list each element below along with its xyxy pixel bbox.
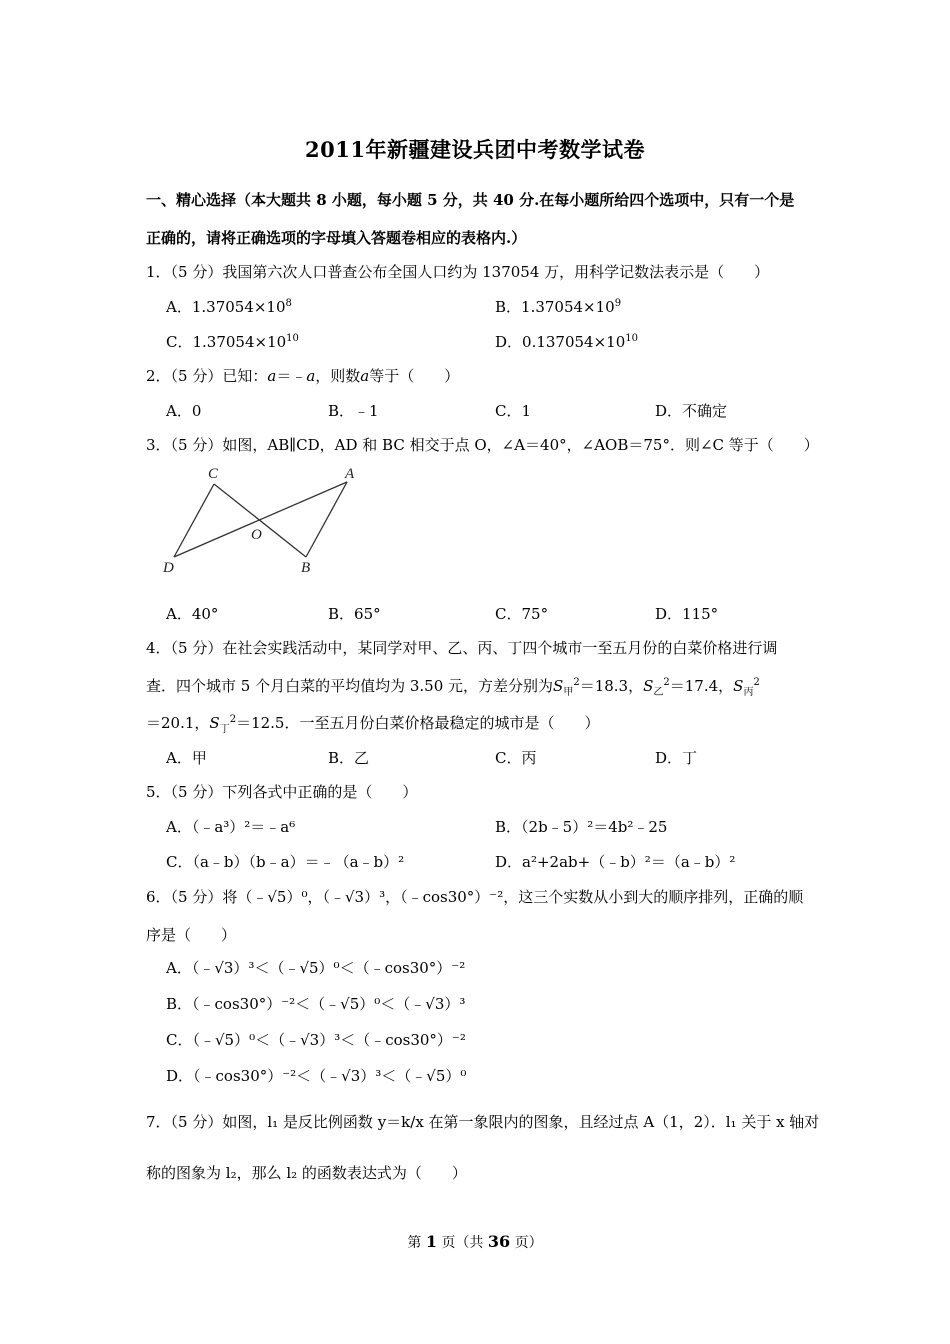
q5-option-a: A．（﹣a³）²＝﹣a⁶ [166, 818, 296, 836]
q1-option-d: D．$0.137054\times 10^{10}$ [495, 333, 638, 351]
question-2-stem: 2．（5 分）已知：a＝﹣a，则数a等于（ ） [146, 367, 460, 385]
q2-option-a: A．0 [166, 402, 202, 420]
segment-ad [174, 482, 347, 557]
q4-option-d: D．丁 [655, 749, 698, 767]
question-4-line-1: 4．（5 分）在社会实践活动中，某同学对甲、乙、丙、丁四个城市一至五月份的白菜价格进行调 [146, 639, 778, 657]
q1-option-a: A．$1.37054\times 10^8$ [166, 298, 292, 316]
q4-option-c: C．丙 [495, 749, 537, 767]
q6-option-a: A．（﹣√3）³＜（﹣√5）⁰＜（﹣cos30°）⁻² [166, 959, 466, 977]
q4-option-b: B．乙 [328, 749, 370, 767]
q4-option-a: A．甲 [166, 749, 207, 767]
question-1-stem: 1．（5 分）我国第六次人口普查公布全国人口约为 137054 万，用科学记数法表示是（ ） [146, 263, 770, 281]
q6-option-c: C．（﹣√5）⁰＜（﹣√3）³＜（﹣cos30°）⁻² [166, 1031, 466, 1049]
segment-ab [306, 482, 347, 557]
label-o: O [251, 527, 262, 543]
q5-option-c: C．（a﹣b）（b﹣a）＝﹣（a﹣b）² [166, 853, 405, 871]
q5-option-d: D．a²+2ab+（﹣b）²＝（a﹣b）² [495, 853, 736, 871]
question-6-line-1: 6．（5 分）将（﹣√5）⁰，（﹣√3）³，（﹣cos30°）⁻²，这三个实数从小到大的顺序排列，正确的顺 [146, 888, 804, 906]
q2-option-c: C．1 [495, 402, 532, 420]
section-1-header-cont: 正确的，请将正确选项的字母填入答题卷相应的表格内.） [146, 229, 527, 247]
q3-option-d: D．115° [655, 605, 719, 623]
q3-option-c: C．75° [495, 605, 549, 623]
question-4-line-3: ＝20.1，$S_丁^2=12.5$．一至五月份白菜价格最稳定的城市是（ ） [146, 714, 600, 735]
page-footer: 第 1 页（共 36 页） [407, 1232, 543, 1251]
question-6-line-2: 序是（ ） [146, 926, 237, 944]
q3-option-a: A．40° [166, 605, 219, 623]
label-c: C [208, 466, 219, 482]
label-d: D [163, 560, 174, 576]
q6-option-d: D．（﹣cos30°）⁻²＜（﹣√3）³＜（﹣√5）⁰ [166, 1067, 467, 1085]
q5-option-b: B．（2b﹣5）²＝4b²﹣25 [495, 818, 668, 836]
q2-option-b: B．﹣1 [328, 402, 379, 420]
segment-cb [214, 484, 306, 557]
question-3-stem: 3．（5 分）如图，AB∥CD，AD 和 BC 相交于点 O，∠A＝40°，∠AOB＝75°．则∠C 等于（ ） [146, 436, 819, 454]
question-7-line-2: 称的图象为 l₂，那么 l₂ 的函数表达式为（ ） [146, 1164, 467, 1182]
q1-option-b: B．$1.37054\times 10^9$ [495, 298, 622, 316]
q1-option-c: C．$1.37054\times 10^{10}$ [166, 333, 299, 351]
question-7-line-1: 7．（5 分）如图，l₁ 是反比例函数 y＝k/x 在第一象限内的图象，且经过点 A（1，2）．l₁ 关于 x 轴对 [146, 1113, 820, 1131]
question-4-line-2: 查．四个城市 5 个月白菜的平均值均为 3.50 元，方差分别为$S_甲^2=18.3$，$S_乙^2=17.4$，$S_丙^2$ [146, 677, 760, 698]
q6-option-b: B．（﹣cos30°）⁻²＜（﹣√5）⁰＜（﹣√3）³ [166, 995, 466, 1013]
page-title: 2011年新疆建设兵团中考数学试卷 [305, 137, 645, 162]
segment-cd [174, 484, 214, 557]
label-b: B [301, 560, 311, 576]
label-a: A [345, 466, 355, 482]
q3-option-b: B．65° [328, 605, 381, 623]
q3-geometry-figure [160, 462, 380, 586]
question-5-stem: 5．（5 分）下列各式中正确的是（ ） [146, 783, 418, 801]
section-1-header: 一、精心选择（本大题共 8 小题，每小题 5 分，共 40 分.在每小题所给四个选项中，只有一个是 [146, 191, 795, 209]
q2-option-d: D．不确定 [655, 402, 728, 420]
